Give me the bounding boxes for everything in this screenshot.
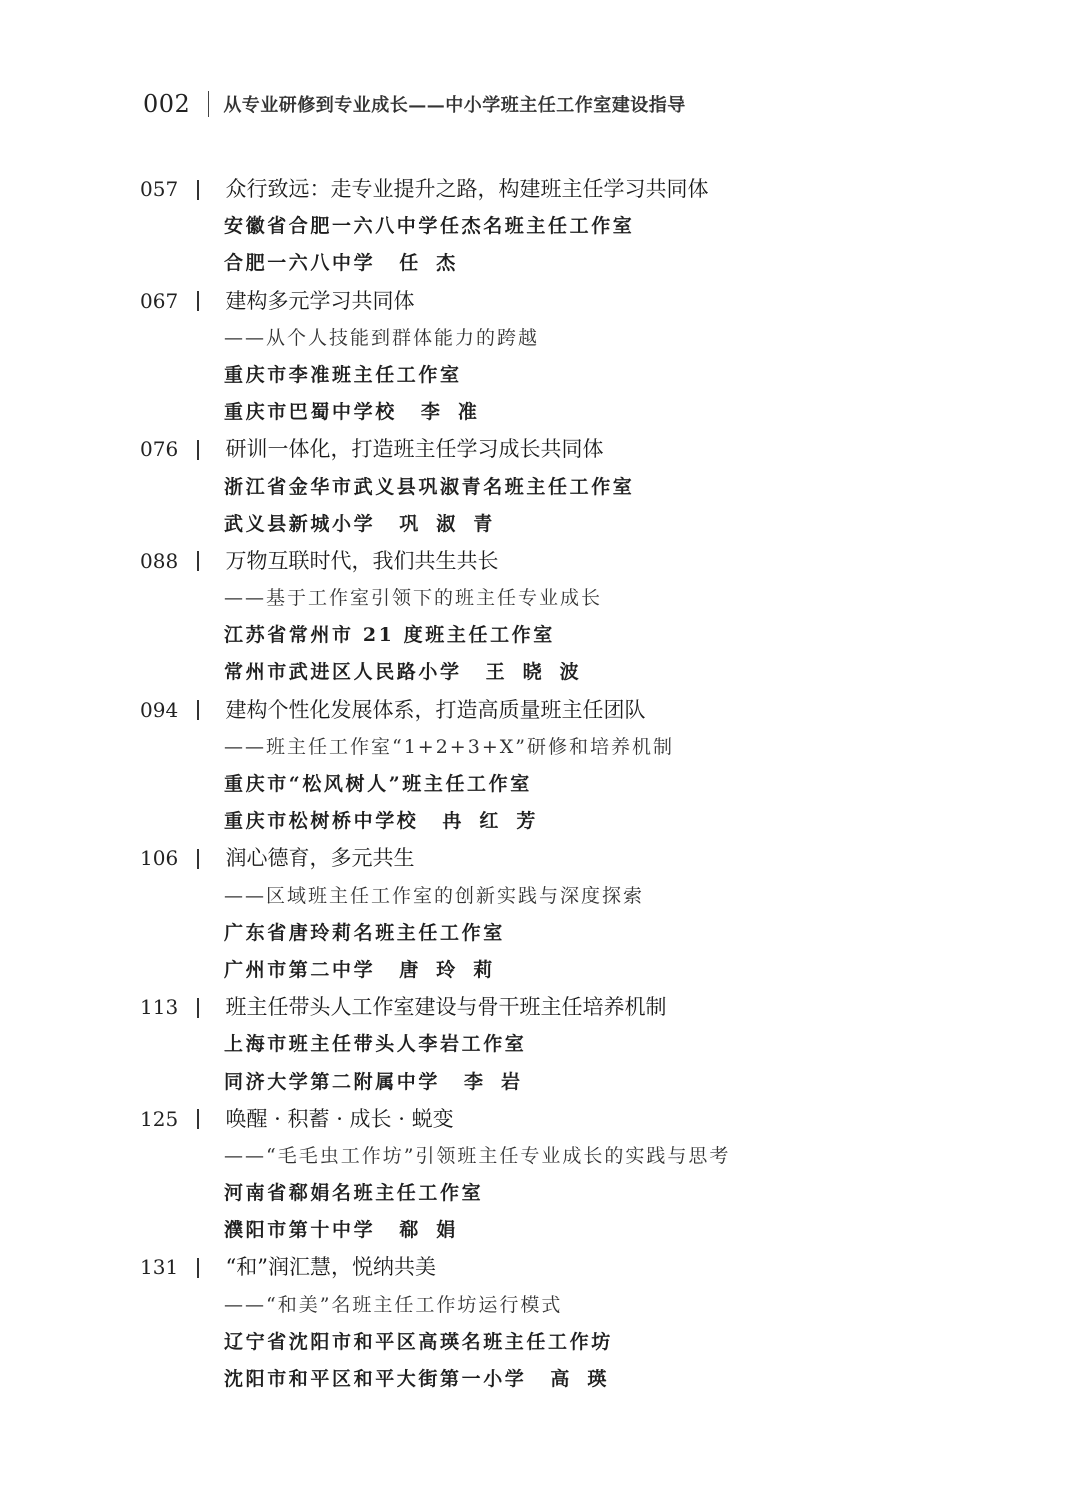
toc-page-number: 094 <box>140 697 179 722</box>
toc-entry <box>140 283 1040 432</box>
toc-entry-heading <box>140 840 1040 877</box>
toc-studio-line <box>140 208 1040 245</box>
toc-school: 重庆市松树桥中学校 <box>224 810 419 833</box>
toc-page-number: 067 <box>140 288 179 313</box>
toc-title: 建构个性化发展体系，打造高质量班主任团队 <box>225 697 646 722</box>
toc-author-line <box>140 245 1040 282</box>
toc-studio: 河南省郗娟名班主任工作室 <box>224 1182 484 1205</box>
toc-author-line <box>140 394 1040 431</box>
toc-divider <box>197 849 199 869</box>
toc-entry-heading <box>140 1249 1040 1286</box>
toc-page-number: 088 <box>140 548 179 573</box>
toc-author-line <box>140 803 1040 840</box>
toc-subtitle: ——“和美”名班主任工作坊运行模式 <box>224 1293 563 1316</box>
toc-divider <box>197 180 199 200</box>
toc-school: 武义县新城小学 <box>224 512 376 535</box>
toc-divider <box>197 1109 199 1129</box>
toc-entry-heading <box>140 989 1040 1026</box>
toc-studio: 安徽省合肥一六八中学任杰名班主任工作室 <box>224 215 635 238</box>
toc-entry-heading <box>140 1101 1040 1138</box>
toc-title: 唤醒 · 积蓄 · 成长 · 蜕变 <box>225 1106 454 1131</box>
toc-subtitle-line <box>140 1138 1040 1175</box>
toc-subtitle: ——区域班主任工作室的创新实践与深度探索 <box>224 884 645 907</box>
toc-author: 任杰 <box>399 252 474 275</box>
toc-divider <box>197 1258 199 1278</box>
header-divider <box>208 91 209 117</box>
toc-subtitle: ——从个人技能到群体能力的跨越 <box>224 326 540 349</box>
toc-school: 重庆市巴蜀中学校 <box>224 401 397 424</box>
toc-studio-line <box>140 766 1040 803</box>
toc-entry-heading <box>140 171 1040 208</box>
toc-author: 王晓波 <box>485 661 597 684</box>
toc-author-line <box>140 1212 1040 1249</box>
toc-author: 李岩 <box>464 1070 539 1093</box>
toc-school: 合肥一六八中学 <box>224 252 376 275</box>
toc-studio-line <box>140 1026 1040 1063</box>
toc-divider <box>197 998 199 1018</box>
toc-studio: 上海市班主任带头人李岩工作室 <box>224 1033 527 1056</box>
toc-entry-heading <box>140 283 1040 320</box>
toc-author: 唐玲莉 <box>399 958 511 981</box>
toc-author-line <box>140 506 1040 543</box>
toc-subtitle: ——“毛毛虫工作坊”引领班主任专业成长的实践与思考 <box>224 1144 731 1167</box>
toc-page-number: 076 <box>140 437 179 462</box>
toc-subtitle-line <box>140 878 1040 915</box>
toc-entry <box>140 171 1040 283</box>
toc-entry <box>140 1101 1040 1250</box>
toc-title: 润心德育，多元共生 <box>225 846 415 871</box>
toc-studio: 辽宁省沈阳市和平区高瑛名班主任工作坊 <box>224 1330 613 1353</box>
toc-studio-line <box>140 469 1040 506</box>
toc-page-number: 125 <box>140 1106 179 1131</box>
page-number: 002 <box>143 90 191 118</box>
toc-title: “和”润汇慧，悦纳共美 <box>225 1255 436 1280</box>
toc-divider <box>197 700 199 720</box>
book-title: 从专业研修到专业成长——中小学班主任工作室建设指导 <box>223 95 686 116</box>
toc-school: 广州市第二中学 <box>224 958 376 981</box>
toc-school: 同济大学第二附属中学 <box>224 1070 441 1093</box>
toc-entry <box>140 431 1040 543</box>
toc-author: 郗娟 <box>399 1219 474 1242</box>
toc-subtitle: ——班主任工作室“1+2+3+X”研修和培养机制 <box>224 735 674 758</box>
toc-studio: 广东省唐玲莉名班主任工作室 <box>224 921 505 944</box>
toc-title: 万物互联时代，我们共生共长 <box>225 548 499 573</box>
toc-divider <box>197 291 199 311</box>
toc-subtitle-line <box>140 729 1040 766</box>
toc-studio-line <box>140 1175 1040 1212</box>
toc-entry <box>140 1249 1040 1398</box>
toc-author: 巩淑青 <box>399 512 511 535</box>
table-of-contents <box>140 171 1040 1398</box>
toc-school: 濮阳市第十中学 <box>224 1219 376 1242</box>
toc-studio-line <box>140 617 1040 654</box>
toc-entry <box>140 692 1040 841</box>
toc-author-line <box>140 654 1040 691</box>
toc-title: 班主任带头人工作室建设与骨干班主任培养机制 <box>225 995 667 1020</box>
toc-subtitle-line <box>140 580 1040 617</box>
toc-author-line <box>140 952 1040 989</box>
toc-school: 沈阳市和平区和平大街第一小学 <box>224 1368 527 1390</box>
toc-subtitle: ——基于工作室引领下的班主任专业成长 <box>224 587 603 610</box>
toc-author-line <box>140 1361 1040 1398</box>
toc-school: 常州市武进区人民路小学 <box>224 661 462 684</box>
toc-subtitle-line <box>140 320 1040 357</box>
toc-page-number: 131 <box>140 1255 179 1280</box>
toc-studio: 重庆市“松风树人”班主任工作室 <box>224 773 532 795</box>
toc-divider <box>197 551 199 571</box>
toc-entry <box>140 543 1040 692</box>
toc-studio: 江苏省常州市 21 度班主任工作室 <box>224 624 555 647</box>
toc-entry <box>140 840 1040 989</box>
toc-entry-heading <box>140 543 1040 580</box>
toc-author-line <box>140 1064 1040 1101</box>
toc-entry-heading <box>140 692 1040 729</box>
toc-title: 建构多元学习共同体 <box>225 288 415 313</box>
toc-entry <box>140 989 1040 1101</box>
toc-divider <box>197 440 199 460</box>
toc-page-number: 106 <box>140 846 179 871</box>
toc-page-number: 113 <box>140 995 179 1020</box>
toc-subtitle-line <box>140 1287 1040 1324</box>
toc-title: 众行致远：走专业提升之路，构建班主任学习共同体 <box>225 177 709 201</box>
toc-studio-line <box>140 357 1040 394</box>
toc-author: 冉红芳 <box>442 810 554 833</box>
toc-studio-line <box>140 1324 1040 1361</box>
toc-author: 李准 <box>420 401 495 424</box>
toc-author: 高瑛 <box>550 1368 625 1390</box>
toc-studio: 重庆市李准班主任工作室 <box>224 363 462 386</box>
toc-studio-line <box>140 915 1040 952</box>
running-header <box>143 86 686 122</box>
toc-page-number: 057 <box>140 177 179 201</box>
toc-title: 研训一体化，打造班主任学习成长共同体 <box>225 437 604 462</box>
toc-entry-heading <box>140 431 1040 468</box>
toc-studio: 浙江省金华市武义县巩淑青名班主任工作室 <box>224 475 635 498</box>
